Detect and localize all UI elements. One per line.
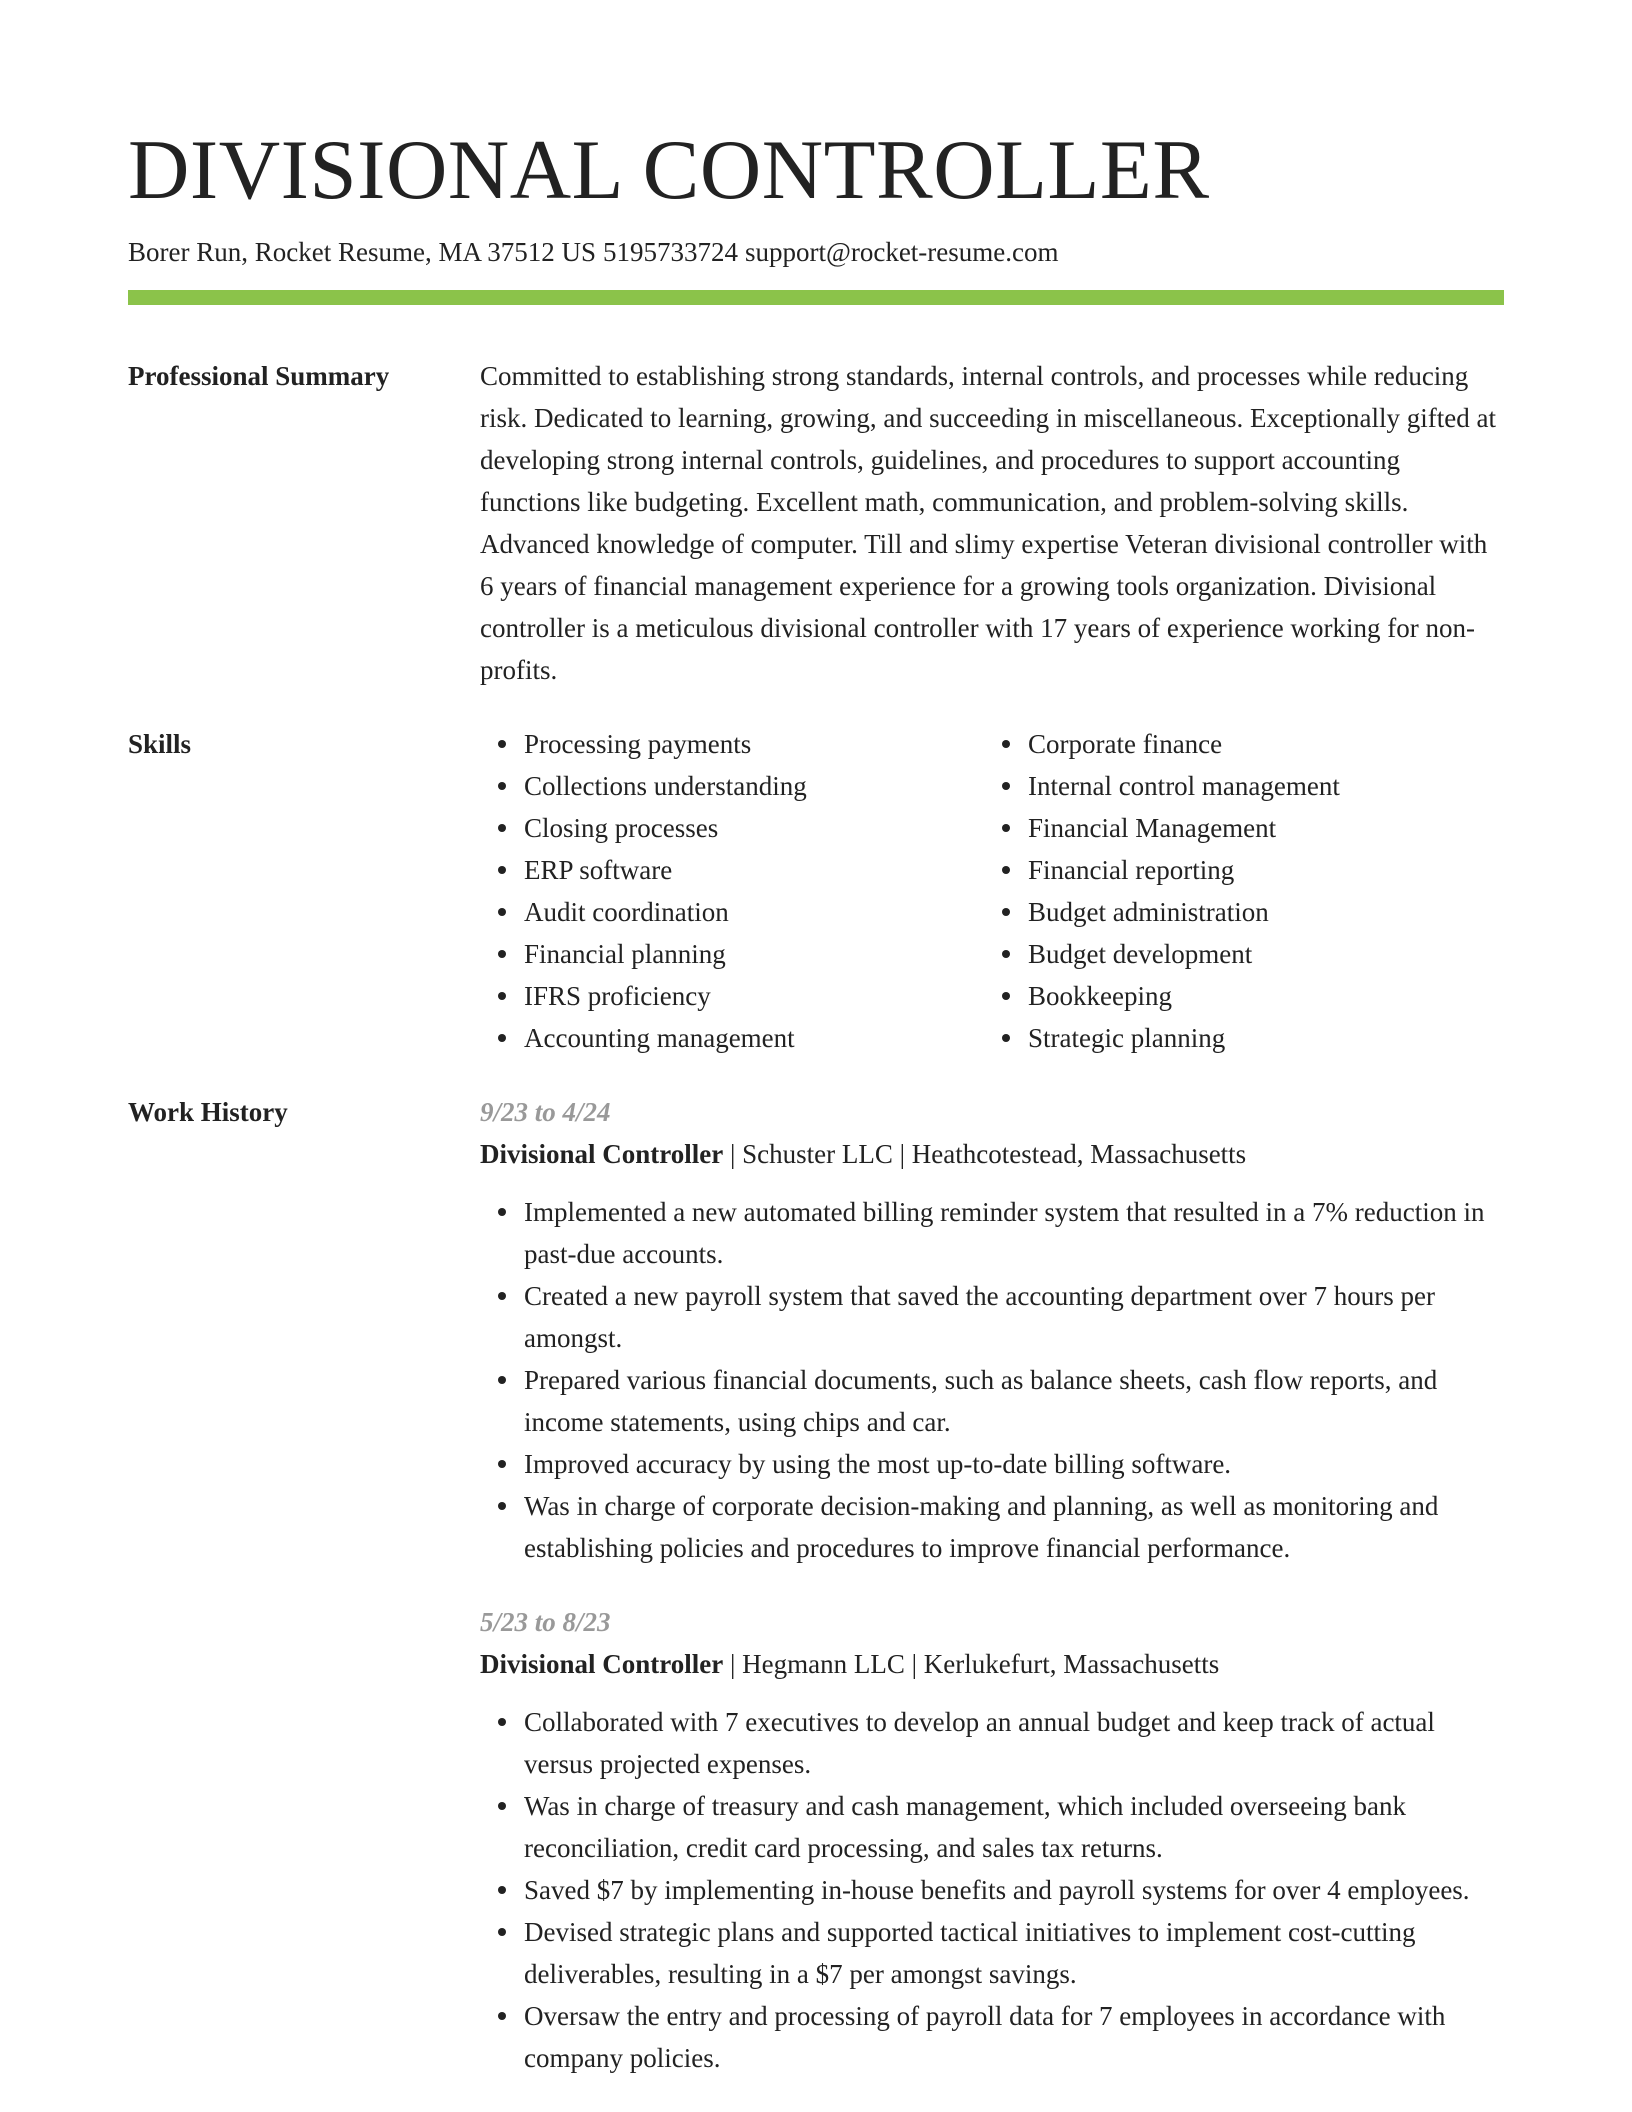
contact-email: support@rocket-resume.com <box>744 237 1059 267</box>
skill-item: Accounting management <box>524 1017 984 1059</box>
skills-columns <box>480 723 1504 1059</box>
section-heading-skills: Skills <box>128 729 192 759</box>
job-employer-location: | Schuster LLC | Heathcotestead, Massachusetts <box>723 1139 1247 1169</box>
skills-section <box>128 723 1504 1059</box>
resume-page <box>128 0 1504 2079</box>
skill-item: Internal control management <box>1028 765 1488 807</box>
job-bullet: Improved accuracy by using the most up-to-date billing software. <box>524 1443 1504 1485</box>
candidate-name: DIVISIONAL CONTROLLER <box>128 123 1210 217</box>
skill-item: Financial planning <box>524 933 984 975</box>
job-bullet: Collaborated with 7 executives to develop an annual budget and keep track of actual versus projected expenses. <box>524 1701 1504 1785</box>
skills-list-left <box>480 723 984 1059</box>
job-entry <box>480 1601 1504 2079</box>
job-title: Divisional Controller <box>480 1139 724 1169</box>
work-body <box>480 1091 1504 2079</box>
summary-body <box>480 355 1504 691</box>
job-employer-location: | Hegmann LLC | Kerlukefurt, Massachusetts <box>723 1649 1220 1679</box>
job-title: Divisional Controller <box>480 1649 724 1679</box>
skill-item: Financial Management <box>1028 807 1488 849</box>
job-bullets <box>480 1191 1504 1569</box>
professional-summary-section <box>128 355 1504 691</box>
job-bullet: Implemented a new automated billing reminder system that resulted in a 7% reduction in past-due accounts. <box>524 1191 1504 1275</box>
skill-item: Corporate finance <box>1028 723 1488 765</box>
job-bullet: Was in charge of corporate decision-making and planning, as well as monitoring and establishing policies and procedures to improve financial performance. <box>524 1485 1504 1569</box>
skills-list-right <box>984 723 1488 1059</box>
contact-phone: 5195733724 <box>602 237 738 267</box>
skill-item: Financial reporting <box>1028 849 1488 891</box>
skill-item: Processing payments <box>524 723 984 765</box>
job-heading <box>480 1133 1504 1175</box>
skill-item: ERP software <box>524 849 984 891</box>
summary-text: Committed to establishing strong standards, internal controls, and processes while reducing risk. Dedicated to learning, growing, and succeeding in miscellaneous. Exceptionally gifted at developing strong internal controls, guidelines, and procedures to support accounting functions like budgeting. Excellent math, communication, and problem-solving skills. Advanced knowledge of computer. Till and slimy expertise Veteran divisional controller with 6 years of financial management experience for a growing tools organization. Divisional controller is a meticulous divisional controller with 17 years of experience working for non-profits. <box>480 361 1496 685</box>
job-entry <box>480 1091 1504 1569</box>
job-bullet: Devised strategic plans and supported tactical initiatives to implement cost-cutting deliverables, resulting in a $7 per amongst savings. <box>524 1911 1504 1995</box>
job-bullets <box>480 1701 1504 2079</box>
job-dates: 9/23 to 4/24 <box>480 1097 611 1127</box>
job-bullet: Saved $7 by implementing in-house benefits and payroll systems for over 4 employees. <box>524 1869 1504 1911</box>
work-history-section <box>128 1091 1504 2079</box>
job-bullet: Oversaw the entry and processing of payroll data for 7 employees in accordance with company policies. <box>524 1995 1504 2079</box>
skill-item: Budget development <box>1028 933 1488 975</box>
header-divider <box>128 290 1504 305</box>
skill-item: Strategic planning <box>1028 1017 1488 1059</box>
contact-line <box>128 234 1504 270</box>
section-heading-summary: Professional Summary <box>128 361 390 391</box>
skills-column-left <box>480 723 984 1059</box>
section-heading-work: Work History <box>128 1097 288 1127</box>
skill-item: Audit coordination <box>524 891 984 933</box>
skill-item: IFRS proficiency <box>524 975 984 1017</box>
skills-column-right <box>984 723 1488 1059</box>
job-bullet: Was in charge of treasury and cash management, which included overseeing bank reconciliation, credit card processing, and sales tax returns. <box>524 1785 1504 1869</box>
skill-item: Closing processes <box>524 807 984 849</box>
skill-item: Budget administration <box>1028 891 1488 933</box>
job-heading <box>480 1643 1504 1685</box>
resume-header <box>128 0 1504 305</box>
skill-item: Collections understanding <box>524 765 984 807</box>
skill-item: Bookkeeping <box>1028 975 1488 1017</box>
contact-address: Borer Run, Rocket Resume, MA 37512 US <box>128 237 596 267</box>
job-bullet: Created a new payroll system that saved the accounting department over 7 hours per amongst. <box>524 1275 1504 1359</box>
job-bullet: Prepared various financial documents, such as balance sheets, cash flow reports, and income statements, using chips and car. <box>524 1359 1504 1443</box>
job-dates: 5/23 to 8/23 <box>480 1607 611 1637</box>
